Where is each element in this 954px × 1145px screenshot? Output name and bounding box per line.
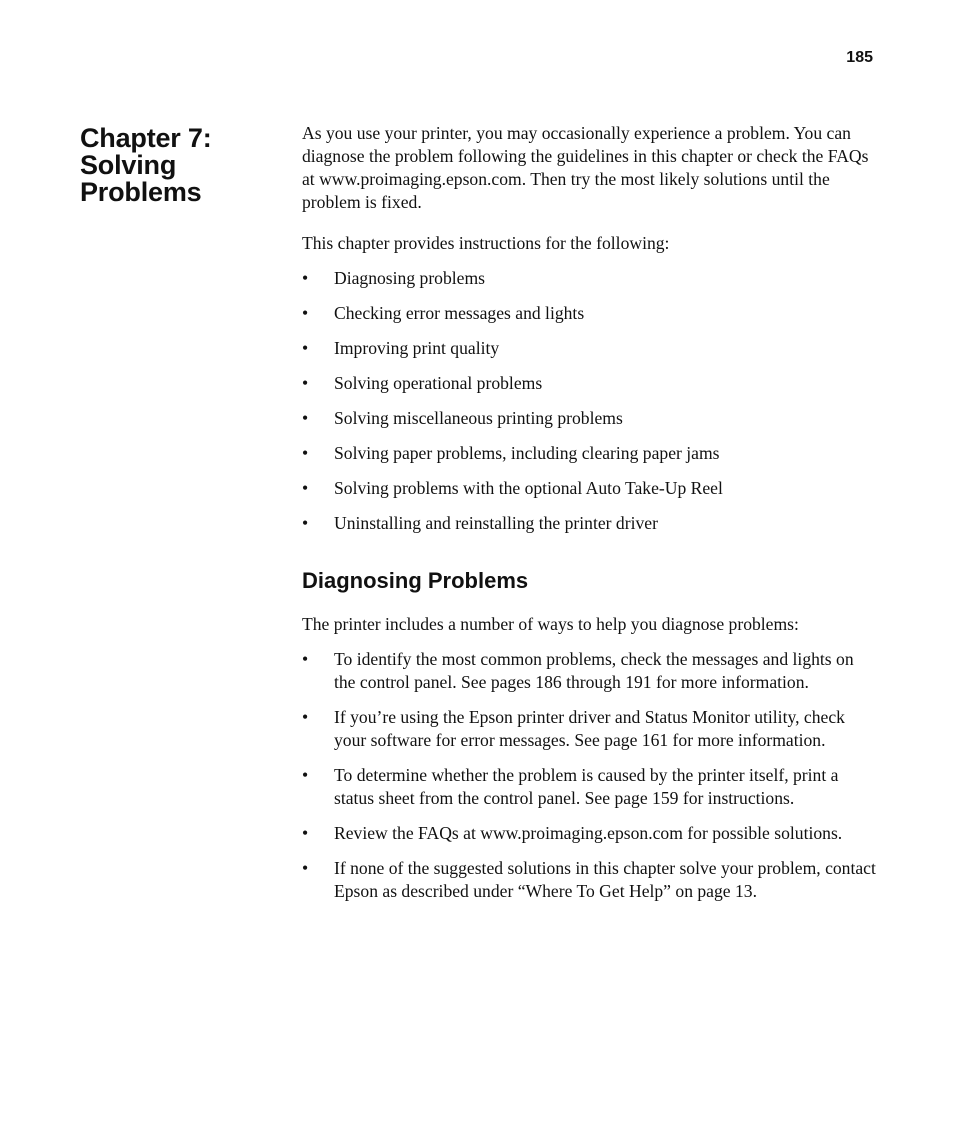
- list-item-text: If you’re using the Epson printer driver and Status Monitor utility, check your software for error messages. See page 161 for more information.: [334, 707, 845, 750]
- bullet-icon: •: [302, 823, 309, 843]
- list-item: [302, 648, 877, 694]
- bullet-icon: •: [302, 513, 309, 533]
- list-item-text: Checking error messages and lights: [334, 303, 585, 323]
- intro-paragraph: As you use your printer, you may occasionally experience a problem. You can diagnose the problem following the guidelines in this chapter or check the FAQs at www.proimaging.epson.com. Then try the most likely solutions until the problem is fixed.: [302, 123, 869, 212]
- list-item-text: Improving print quality: [334, 338, 500, 358]
- bullet-icon: •: [302, 443, 309, 463]
- list-item-text: Solving problems with the optional Auto Take-Up Reel: [334, 478, 723, 498]
- bullet-icon: •: [302, 408, 309, 428]
- chapter-title-line: Problems: [80, 177, 202, 207]
- list-item: [302, 267, 877, 290]
- list-item: [302, 337, 877, 360]
- list-item-text: Uninstalling and reinstalling the printer driver: [334, 513, 658, 533]
- list-item-text: Solving operational problems: [334, 373, 543, 393]
- list-item: [302, 857, 877, 903]
- chapter-title: [80, 125, 280, 206]
- list-item-text: Solving paper problems, including clearing paper jams: [334, 443, 720, 463]
- intro-lead: This chapter provides instructions for the following:: [302, 233, 670, 253]
- list-item-text: Review the FAQs at www.proimaging.epson.com for possible solutions.: [334, 823, 843, 843]
- list-item-text: Diagnosing problems: [334, 268, 485, 288]
- bullet-icon: •: [302, 858, 309, 878]
- bullet-icon: •: [302, 765, 309, 785]
- list-item: [302, 477, 877, 500]
- list-item: [302, 442, 877, 465]
- list-item-text: If none of the suggested solutions in this chapter solve your problem, contact Epson as described under “Where To Get Help” on page 13.: [334, 858, 876, 901]
- bullet-icon: •: [302, 649, 309, 669]
- bullet-icon: •: [302, 478, 309, 498]
- chapter-title-line: Chapter 7:: [80, 123, 212, 153]
- main-content: [302, 122, 877, 915]
- list-item: [302, 302, 877, 325]
- list-item: [302, 764, 877, 810]
- list-item: [302, 407, 877, 430]
- topic-list: [302, 267, 877, 535]
- section-heading: Diagnosing Problems: [302, 568, 529, 593]
- list-item: [302, 822, 877, 845]
- diagnosis-list: [302, 648, 877, 903]
- list-item-text: To identify the most common problems, check the messages and lights on the control panel. See pages 186 through 191 for more information.: [334, 649, 854, 692]
- bullet-icon: •: [302, 338, 309, 358]
- list-item-text: Solving miscellaneous printing problems: [334, 408, 623, 428]
- bullet-icon: •: [302, 707, 309, 727]
- bullet-icon: •: [302, 268, 309, 288]
- list-item: [302, 372, 877, 395]
- list-item: [302, 512, 877, 535]
- bullet-icon: •: [302, 303, 309, 323]
- chapter-title-line: Solving: [80, 150, 177, 180]
- page-number: 185: [846, 49, 873, 66]
- section-lead: The printer includes a number of ways to help you diagnose problems:: [302, 614, 799, 634]
- list-item: [302, 706, 877, 752]
- list-item-text: To determine whether the problem is caused by the printer itself, print a status sheet from the control panel. See page 159 for instructions.: [334, 765, 839, 808]
- bullet-icon: •: [302, 373, 309, 393]
